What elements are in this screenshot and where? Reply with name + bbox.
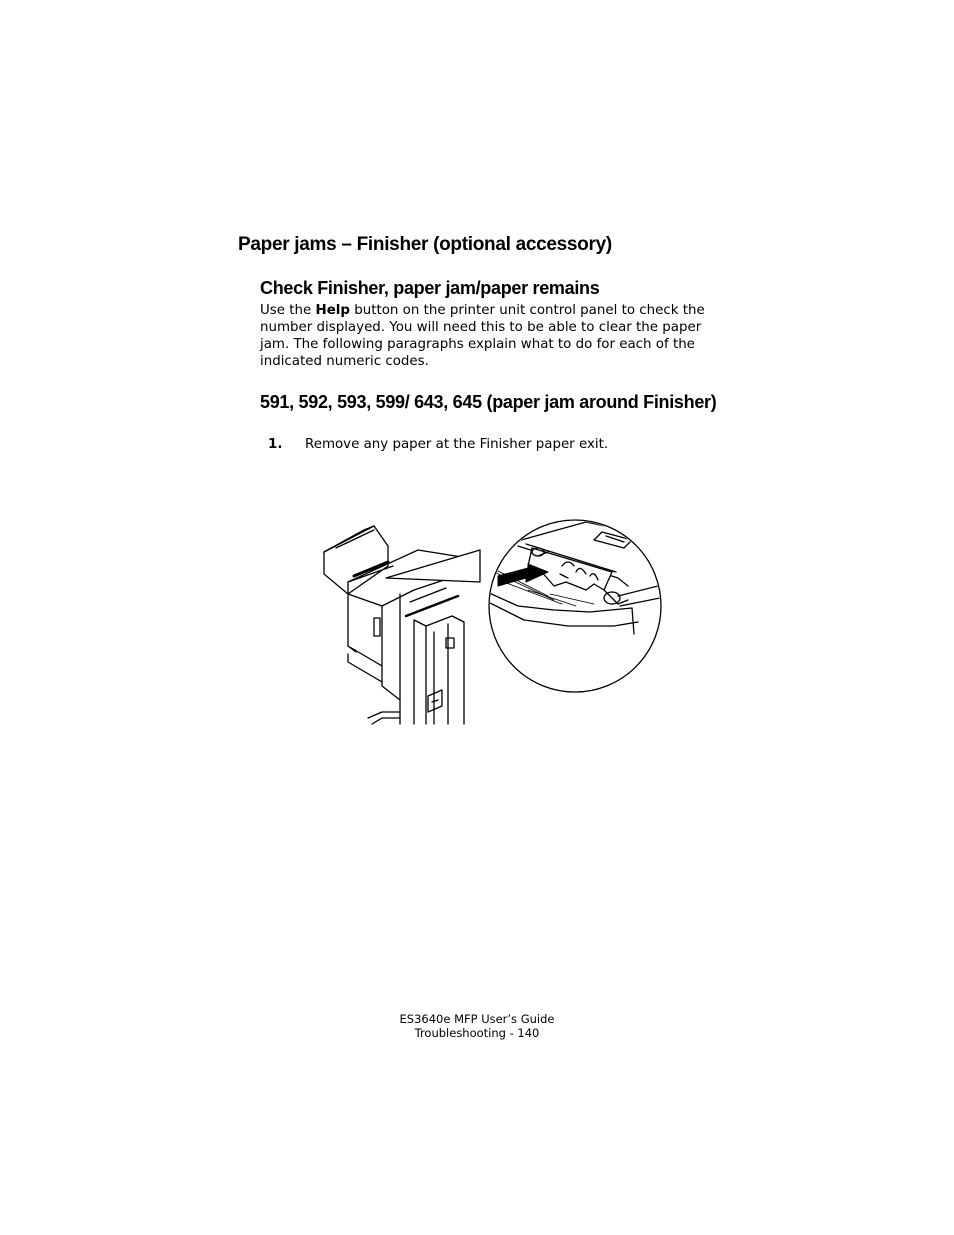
finisher-paper-exit-illustration <box>318 486 664 728</box>
finisher-unit <box>324 526 468 724</box>
subsection-title: Check Finisher, paper jam/paper remains <box>260 278 600 298</box>
intro-prefix: Use the <box>260 303 316 318</box>
section-title: Paper jams – Finisher (optional accessory) <box>238 234 612 255</box>
page-footer <box>0 1012 954 1040</box>
step-text: Remove any paper at the Finisher paper exit. <box>305 437 609 452</box>
magnified-detail <box>478 512 662 692</box>
step-number: 1. <box>268 437 283 452</box>
help-button-name: Help <box>315 303 350 318</box>
step-item <box>268 436 608 453</box>
footer-guide-title: ES3640e MFP User’s Guide <box>399 1012 555 1026</box>
callout-pointer <box>386 550 480 582</box>
codes-heading: 591, 592, 593, 599/ 643, 645 (paper jam around Finisher) <box>260 392 717 412</box>
intro-paragraph <box>260 302 730 370</box>
intro-suffix: button on the printer unit control panel to check the number displayed. You will need this to be able to clear the paper jam. The following paragraphs explain what to do for each of the indicated numeric codes. <box>260 303 705 369</box>
footer-page-number: Troubleshooting - 140 <box>414 1026 540 1040</box>
